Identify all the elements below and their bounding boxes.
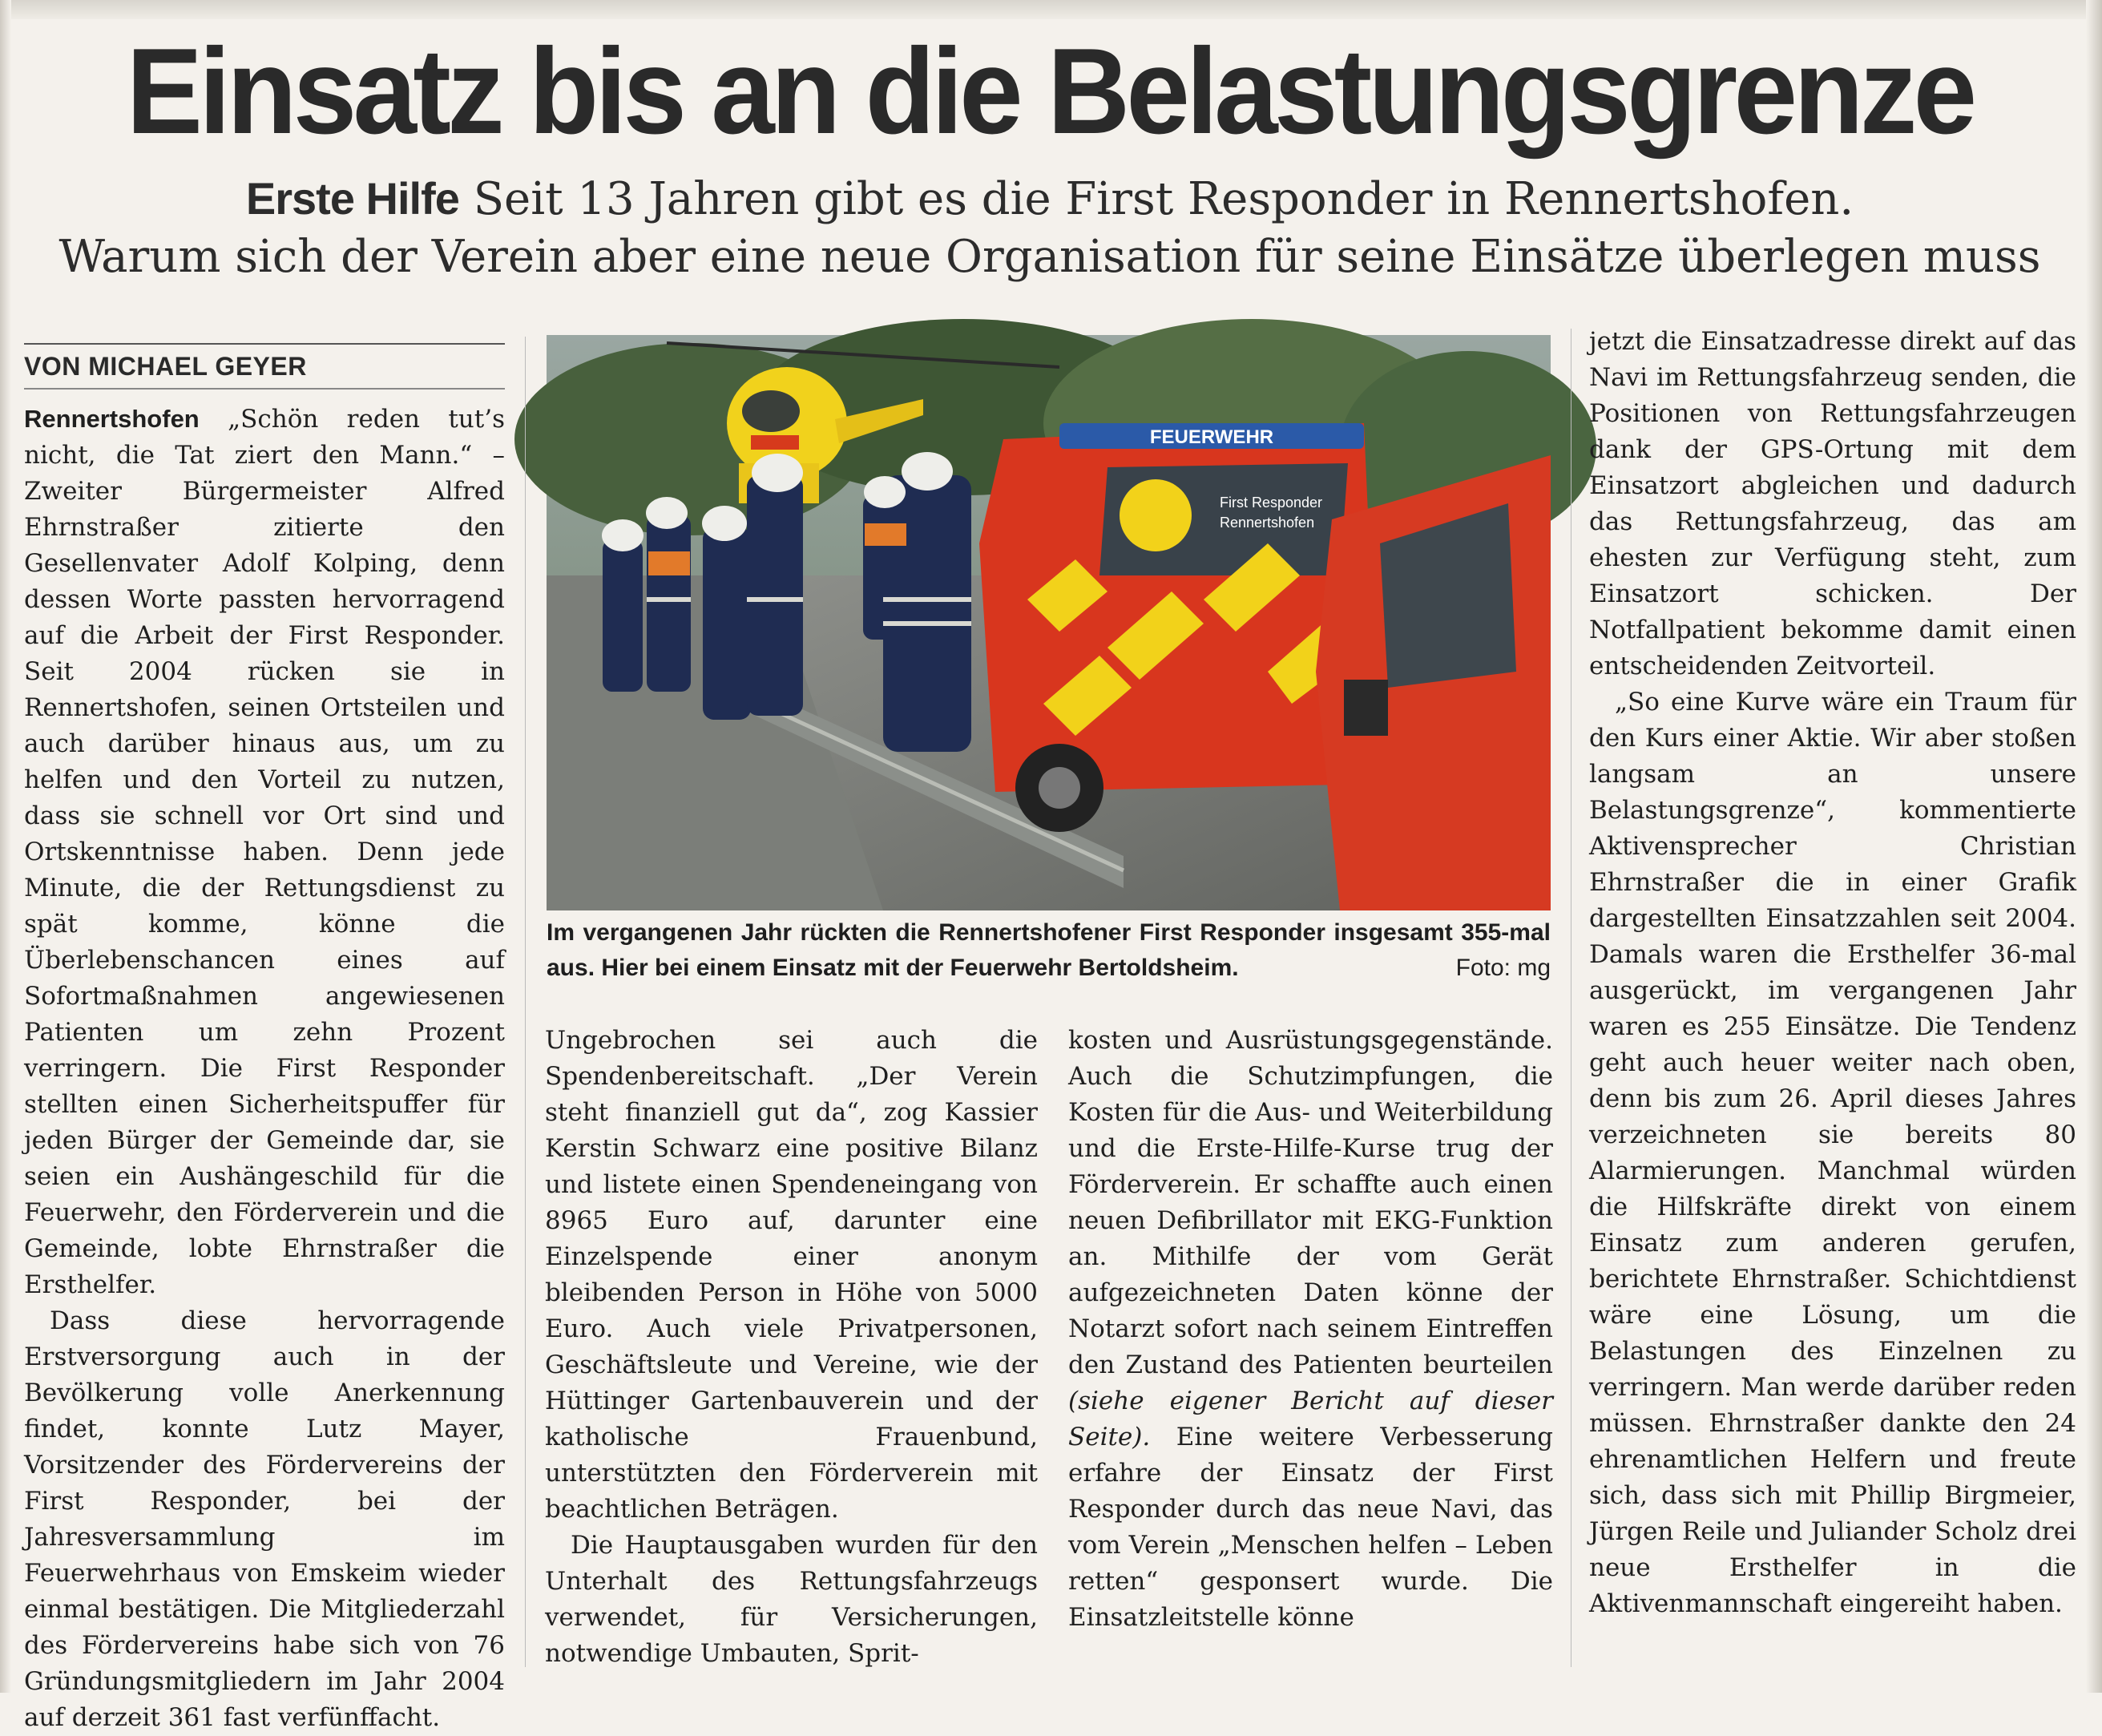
paragraph: Die Hauptausgaben wurden für den Unterhalt des Rettungsfahrzeugs verwendet, für Versicherungen, notwendige Umbauten, Sprit- xyxy=(545,1531,1038,1668)
vehicle-text: First Responder xyxy=(1220,495,1323,511)
byline: VON MICHAEL GEYER xyxy=(24,343,505,390)
cross-reference: (siehe eigener Bericht auf dieser Seite). xyxy=(1068,1387,1553,1451)
article-photo xyxy=(547,335,1551,910)
paragraph: Dass diese hervorragende Erstversorgung auch in der Bevölkerung volle Anerkennung findet, konnte Lutz Mayer, Vorsitzender des Fördervereins der First Responder, bei der Jahresversammlung im Feuerwehrhaus von Emskeim wieder einmal bestätigen. Die Mitgliederzahl des Fördervereins habe sich von 76 Gründungsmitgliedern im Jahr 2004 auf derzeit 361 fast verfünffacht. xyxy=(24,1306,505,1732)
paragraph-text: „Schön reden tut’s nicht, die Tat ziert den Mann.“ – Zweiter Bürgermeister Alfred Ehrnstraßer zitierte den Gesellenvater Adolf Kolping, denn dessen Worte passten hervorragend auf die Arbeit der First Responder. Seit 2004 rücken sie in Rennertshofen, seinen Ortsteilen und auch darüber hinaus aus, um zu helfen und den Vorteil zu nutzen, dass sie schnell vor Ort sind und Ortskenntnisse haben. Denn jede Minute, die der Rettungsdienst zu spät komme, könne die Überlebenschancen eines auf Sofortmaßnahmen angewiesenen Patienten um zehn Prozent verringern. Die First Responder stellten einen Sicherheitspuffer für jeden Bürger der Gemeinde dar, sie seien ein Aushängeschild für die Feuerwehr, den Förderverein und die Gemeinde, lobte Ehrnstraßer die Ersthelfer. xyxy=(24,405,505,1299)
vehicle-text: Rennertshofen xyxy=(1220,515,1315,531)
paragraph xyxy=(1068,1023,1553,1636)
paragraph: jetzt die Einsatzadresse direkt auf das Navi im Rettungsfahrzeug senden, die Positionen von Rettungsfahrzeugen dank der GPS-Ortung mit dem Einsatzort abgleichen und dadurch das Rettungsfahrzeug, das am ehesten zur Verfügung steht, zum Einsatzort schicken. Der Notfallpatient bekomme damit einen entscheidenden Zeitvorteil. xyxy=(1589,327,2076,680)
page-right-edge xyxy=(2086,0,2102,1693)
first-responder-vehicle xyxy=(979,423,1380,832)
paragraph-text: Eine weitere Verbesserung erfahre der Einsatz der First Responder durch das neue Navi, das vom Verein „Menschen helfen – Leben retten“ gesponsert wurde. Die Einsatzleitstelle könne xyxy=(1068,1423,1553,1632)
paragraph: Ungebrochen sei auch die Spendenbereitschaft. „Der Verein steht finanziell gut da“, zog Kassier Kerstin Schwarz eine positive Bilanz und listete einen Spendeneingang von 8965 Euro auf, darunter eine Einzelspende einer anonym bleibenden Person in Höhe von 5000 Euro. Auch viele Privatpersonen, Geschäftsleute und Vereine, wie der Hüttinger Gartenbauverein und der katholische Frauenbund, unterstützten den Förderverein mit beachtlichen Beträgen. xyxy=(545,1026,1038,1524)
column-rule xyxy=(525,337,526,1667)
subheadline xyxy=(48,170,2052,286)
subhead-line2: Warum sich der Verein aber eine neue Organisation für seine Einsätze überlegen muss xyxy=(59,231,2041,283)
photo-illustration xyxy=(547,335,1551,910)
column-4 xyxy=(1589,324,2076,1670)
photo-caption xyxy=(547,915,1551,992)
vehicle-label: FEUERWEHR xyxy=(1149,426,1274,448)
kicker: Erste Hilfe xyxy=(245,173,459,224)
page-left-edge xyxy=(0,0,11,1693)
paragraph-text: kosten und Ausrüstungsgegenstände. Auch die Schutzimpfungen, die Kosten für die Aus- und Weiterbildung und die Erste-Hilfe-Kurse trug der Förderverein. Er schaffte auch einen neuen Defibrillator mit EKG-Funktion an. Mithilfe der vom Gerät aufgezeichneten Daten könne der Notarzt sofort nach seinem Eintreffen den Zustand des Patienten beurteilen xyxy=(1068,1026,1553,1379)
paragraph: „So eine Kurve wäre ein Traum für den Kurs einer Aktie. Wir aber stoßen langsam an unsere Belastungsgrenze“, kommentierte Aktivensprecher Christian Ehrnstraßer die in einer Grafik dargestellten Einsatzzahlen seit 2004. Damals waren die Ersthelfer 36-mal ausgerückt, im vergangenen Jahr waren es 255 Einsätze. Die Tendenz geht auch heuer weiter nach oben, denn bis zum 26. April dieses Jahres verzeichneten sie bereits 80 Alarmierungen. Manchmal würden die Hilfskräfte direkt von einem Einsatz zum anderen gerufen, berichtete Ehrnstraßer. Schichtdienst wäre eine Lösung, um die Belastungen des Einzelnen zu verringern. Man werde darüber reden müssen. Ehrnstraßer dankte den 24 ehrenamtlichen Helfern und freute sich, dass sich mit Phillip Birgmeier, Jürgen Reile und Juliander Scholz drei neue Ersthelfer in die Aktivenmannschaft eingereiht haben. xyxy=(1589,688,2076,1618)
caption-text: Im vergangenen Jahr rückten die Rennertshofener First Responder insgesamt 355-mal aus. Hier bei einem Einsatz mit der Feuerwehr Bertoldsheim. xyxy=(547,919,1551,981)
column-2 xyxy=(545,1023,1038,1672)
paragraph xyxy=(24,401,505,1303)
adjacent-article-edge xyxy=(0,0,2102,19)
column-3 xyxy=(1068,1023,1553,1672)
fire-truck xyxy=(1316,455,1551,910)
dateline: Rennertshofen xyxy=(24,405,200,433)
subhead-line1: Seit 13 Jahren gibt es die First Responder in Rennertshofen. xyxy=(473,173,1854,225)
column-1 xyxy=(24,401,505,1732)
photo-credit: Foto: mg xyxy=(1455,955,1551,981)
headline: Einsatz bis an die Belastungsgrenze xyxy=(126,23,1974,159)
